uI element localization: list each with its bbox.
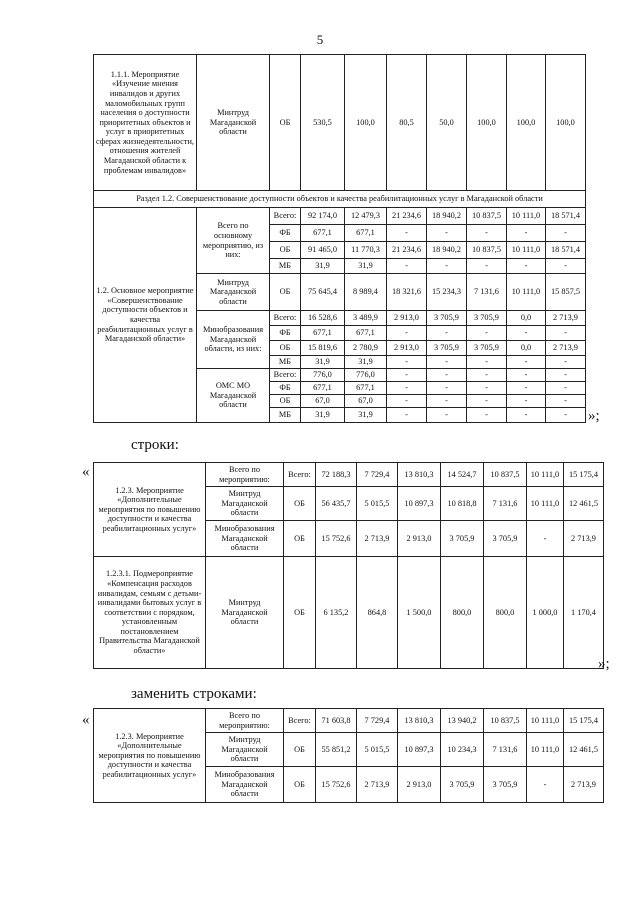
value-cell: 15 234,3: [427, 274, 467, 311]
value-cell: 530,5: [301, 55, 345, 191]
value-cell: -: [507, 369, 546, 382]
heading-replace: заменить строками:: [131, 686, 257, 702]
section-row: [94, 191, 586, 208]
value-cell: -: [427, 225, 467, 242]
value-cell: -: [387, 395, 427, 408]
value-cell: 14 524,7: [441, 463, 484, 487]
value-cell: 5 015,5: [357, 487, 398, 521]
page-number: 5: [316, 32, 324, 47]
source-cell: ОБ: [284, 557, 316, 669]
value-cell: -: [507, 356, 546, 369]
value-cell: 15 819,6: [301, 341, 345, 356]
value-cell: -: [467, 356, 507, 369]
value-cell: 10 111,0: [527, 709, 564, 733]
value-cell: -: [527, 521, 564, 557]
table-row: [94, 709, 604, 733]
value-cell: -: [467, 369, 507, 382]
value-cell: 10 111,0: [527, 487, 564, 521]
value-cell: 2 913,0: [398, 521, 441, 557]
source-cell: Всего:: [270, 208, 301, 225]
value-cell: 10 234,3: [441, 733, 484, 767]
value-cell: 3 705,9: [467, 311, 507, 326]
value-cell: 11 770,3: [345, 242, 387, 259]
value-cell: 12 479,3: [345, 208, 387, 225]
value-cell: 10 897,3: [398, 487, 441, 521]
value-cell: -: [546, 408, 586, 423]
value-cell: 3 705,9: [467, 341, 507, 356]
value-cell: 1 000,0: [527, 557, 564, 669]
executor-cell: Минтруд Магаданской области: [206, 733, 284, 767]
value-cell: 55 851,2: [316, 733, 357, 767]
value-cell: 12 461,5: [564, 733, 604, 767]
value-cell: -: [467, 259, 507, 274]
value-cell: 3 705,9: [441, 521, 484, 557]
value-cell: 15 752,6: [316, 521, 357, 557]
value-cell: 10 837,5: [484, 463, 527, 487]
value-cell: 10 111,0: [507, 242, 546, 259]
table-row: [94, 55, 586, 191]
source-cell: Всего:: [284, 463, 316, 487]
value-cell: 18 571,4: [546, 242, 586, 259]
table-replacement-lines: [93, 708, 604, 803]
event-name-cell: 1.1.1. Мероприятие «Изучение мнения инвалидов и других маломобильных групп населения о доступности приоритетных объектов и услуг в приоритетных сферах жизнедеятельности, отношения жителей Магаданской области к проблемам инвалидов»: [94, 55, 197, 191]
value-cell: 800,0: [441, 557, 484, 669]
value-cell: -: [467, 408, 507, 423]
value-cell: 100,0: [546, 55, 586, 191]
value-cell: 13 810,3: [398, 463, 441, 487]
value-cell: 67,0: [345, 395, 387, 408]
source-cell: ФБ: [270, 382, 301, 395]
source-cell: ОБ: [270, 55, 301, 191]
value-cell: 10 111,0: [507, 208, 546, 225]
value-cell: 2 713,9: [357, 521, 398, 557]
source-cell: ФБ: [270, 326, 301, 341]
value-cell: 10 897,3: [398, 733, 441, 767]
value-cell: 72 188,3: [316, 463, 357, 487]
value-cell: 10 837,5: [484, 709, 527, 733]
value-cell: 75 645,4: [301, 274, 345, 311]
value-cell: 677,1: [345, 225, 387, 242]
value-cell: 15 175,4: [564, 709, 604, 733]
source-cell: ОБ: [284, 733, 316, 767]
value-cell: 677,1: [345, 326, 387, 341]
value-cell: -: [507, 225, 546, 242]
value-cell: 100,0: [507, 55, 546, 191]
value-cell: -: [427, 326, 467, 341]
value-cell: 21 234,6: [387, 242, 427, 259]
value-cell: 5 015,5: [357, 733, 398, 767]
opening-quote: «: [82, 464, 90, 480]
source-cell: ОБ: [270, 395, 301, 408]
source-cell: ОБ: [270, 274, 301, 311]
value-cell: -: [427, 369, 467, 382]
value-cell: 80,5: [387, 55, 427, 191]
event-name-cell: 1.2. Основное мероприятие «Совершенствование доступности объектов и качества реабилитационных услуг в Магаданской области»: [94, 208, 197, 423]
value-cell: -: [546, 259, 586, 274]
value-cell: -: [546, 326, 586, 341]
value-cell: -: [507, 408, 546, 423]
value-cell: 15 175,4: [564, 463, 604, 487]
value-cell: -: [527, 767, 564, 803]
value-cell: 13 810,3: [398, 709, 441, 733]
value-cell: 0,0: [507, 311, 546, 326]
value-cell: 677,1: [301, 326, 345, 341]
executor-cell: Минобразования Магаданской области: [206, 521, 284, 557]
executor-cell: Минтруд Магаданской области: [197, 274, 270, 311]
executor-cell: Минтруд Магаданской области: [197, 55, 270, 191]
value-cell: -: [387, 382, 427, 395]
value-cell: 864,8: [357, 557, 398, 669]
value-cell: 67,0: [301, 395, 345, 408]
value-cell: -: [387, 225, 427, 242]
executor-cell: Минобразования Магаданской области, из них:: [197, 311, 270, 369]
value-cell: -: [467, 382, 507, 395]
value-cell: 92 174,0: [301, 208, 345, 225]
value-cell: -: [507, 382, 546, 395]
section-title: Раздел 1.2. Совершенствование доступности объектов и качества реабилитационных услуг в Магаданской области: [94, 191, 586, 208]
value-cell: 3 705,9: [484, 767, 527, 803]
value-cell: -: [427, 408, 467, 423]
value-cell: -: [546, 369, 586, 382]
value-cell: -: [546, 382, 586, 395]
value-cell: -: [467, 225, 507, 242]
value-cell: -: [467, 326, 507, 341]
value-cell: 31,9: [345, 408, 387, 423]
value-cell: 18 321,6: [387, 274, 427, 311]
value-cell: -: [387, 259, 427, 274]
value-cell: 10 818,8: [441, 487, 484, 521]
value-cell: 677,1: [345, 382, 387, 395]
value-cell: -: [427, 259, 467, 274]
value-cell: 50,0: [427, 55, 467, 191]
value-cell: 2 913,0: [387, 311, 427, 326]
value-cell: 800,0: [484, 557, 527, 669]
value-cell: 56 435,7: [316, 487, 357, 521]
value-cell: 2 713,9: [546, 341, 586, 356]
value-cell: 100,0: [345, 55, 387, 191]
value-cell: 15 752,6: [316, 767, 357, 803]
value-cell: 6 135,2: [316, 557, 357, 669]
executor-cell: Всего по мероприятию:: [206, 463, 284, 487]
value-cell: 12 461,5: [564, 487, 604, 521]
value-cell: -: [387, 369, 427, 382]
executor-cell: Всего по основному мероприятию, из них:: [197, 208, 270, 274]
value-cell: 1 170,4: [564, 557, 604, 669]
opening-quote: «: [82, 712, 90, 728]
value-cell: -: [546, 225, 586, 242]
value-cell: 31,9: [301, 356, 345, 369]
value-cell: 31,9: [301, 259, 345, 274]
value-cell: 2 913,0: [398, 767, 441, 803]
executor-cell: Минтруд Магаданской области: [206, 487, 284, 521]
value-cell: -: [507, 259, 546, 274]
value-cell: 2 713,9: [357, 767, 398, 803]
source-cell: ОБ: [270, 242, 301, 259]
value-cell: 18 571,4: [546, 208, 586, 225]
value-cell: 0,0: [507, 341, 546, 356]
value-cell: -: [467, 395, 507, 408]
table-program-events-section-1-2: [93, 54, 586, 423]
value-cell: -: [507, 326, 546, 341]
source-cell: ОБ: [284, 767, 316, 803]
value-cell: -: [546, 356, 586, 369]
executor-cell: Минтруд Магаданской области: [206, 557, 284, 669]
value-cell: 10 837,5: [467, 242, 507, 259]
value-cell: 100,0: [467, 55, 507, 191]
value-cell: 16 528,6: [301, 311, 345, 326]
source-cell: Всего:: [284, 709, 316, 733]
value-cell: 7 729,4: [357, 463, 398, 487]
value-cell: -: [427, 356, 467, 369]
value-cell: 677,1: [301, 382, 345, 395]
source-cell: МБ: [270, 356, 301, 369]
value-cell: 8 989,4: [345, 274, 387, 311]
value-cell: -: [387, 408, 427, 423]
source-cell: Всего:: [270, 369, 301, 382]
source-cell: МБ: [270, 259, 301, 274]
value-cell: 2 780,9: [345, 341, 387, 356]
event-name-cell: 1.2.3.1. Подмероприятие «Компенсация расходов инвалидам, семьям с детьми-инвалидами бытовых услуг в соответствии с порядком, установленным постановлением Правительства Магаданской области»: [94, 557, 206, 669]
value-cell: 3 705,9: [484, 521, 527, 557]
table-row: [94, 208, 586, 225]
value-cell: -: [507, 395, 546, 408]
value-cell: -: [546, 395, 586, 408]
value-cell: 13 940,2: [441, 709, 484, 733]
closing-quote: »;: [598, 656, 610, 672]
source-cell: ОБ: [284, 487, 316, 521]
heading-lines: строки:: [131, 437, 179, 453]
table-row: [94, 557, 604, 669]
value-cell: 2 713,9: [546, 311, 586, 326]
value-cell: 7 131,6: [484, 487, 527, 521]
table-lines-to-replace: [93, 462, 604, 669]
event-name-cell: 1.2.3. Мероприятие «Дополнительные мероприятия по повышению доступности и качества реабилитационных услуг»: [94, 463, 206, 557]
executor-cell: Минобразования Магаданской области: [206, 767, 284, 803]
event-name-cell: 1.2.3. Мероприятие «Дополнительные мероприятия по повышению доступности и качества реабилитационных услуг»: [94, 709, 206, 803]
source-cell: МБ: [270, 408, 301, 423]
value-cell: 3 489,9: [345, 311, 387, 326]
value-cell: -: [427, 395, 467, 408]
value-cell: 10 111,0: [527, 733, 564, 767]
source-cell: ОБ: [270, 341, 301, 356]
value-cell: 71 603,8: [316, 709, 357, 733]
value-cell: 31,9: [301, 408, 345, 423]
value-cell: -: [387, 356, 427, 369]
value-cell: 677,1: [301, 225, 345, 242]
executor-cell: ОМС МО Магаданской области: [197, 369, 270, 423]
value-cell: 1 500,0: [398, 557, 441, 669]
source-cell: Всего:: [270, 311, 301, 326]
value-cell: 91 465,0: [301, 242, 345, 259]
value-cell: 31,9: [345, 356, 387, 369]
value-cell: 21 234,6: [387, 208, 427, 225]
source-cell: ФБ: [270, 225, 301, 242]
source-cell: ОБ: [284, 521, 316, 557]
value-cell: 2 713,9: [564, 767, 604, 803]
value-cell: -: [387, 326, 427, 341]
value-cell: -: [427, 382, 467, 395]
value-cell: 776,0: [345, 369, 387, 382]
value-cell: 2 713,9: [564, 521, 604, 557]
value-cell: 776,0: [301, 369, 345, 382]
value-cell: 3 705,9: [427, 341, 467, 356]
value-cell: 3 705,9: [441, 767, 484, 803]
value-cell: 7 131,6: [484, 733, 527, 767]
value-cell: 2 913,0: [387, 341, 427, 356]
closing-quote: »;: [588, 408, 600, 424]
value-cell: 10 111,0: [527, 463, 564, 487]
executor-cell: Всего по мероприятию:: [206, 709, 284, 733]
table-row: [94, 463, 604, 487]
value-cell: 7 729,4: [357, 709, 398, 733]
value-cell: 18 940,2: [427, 208, 467, 225]
value-cell: 31,9: [345, 259, 387, 274]
value-cell: 10 837,5: [467, 208, 507, 225]
value-cell: 10 111,0: [507, 274, 546, 311]
value-cell: 15 857,5: [546, 274, 586, 311]
value-cell: 18 940,2: [427, 242, 467, 259]
value-cell: 7 131,6: [467, 274, 507, 311]
value-cell: 3 705,9: [427, 311, 467, 326]
